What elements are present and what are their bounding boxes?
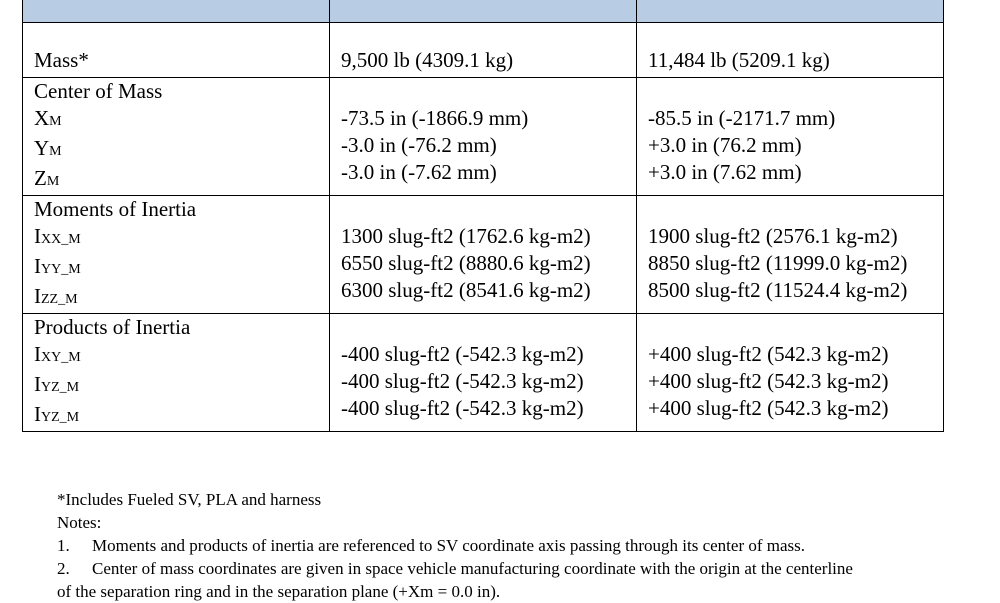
- axis-label: IZZ_M: [34, 284, 78, 308]
- mass-properties-table: [22, 0, 944, 432]
- value-cell: -85.5 in (-2171.7 mm): [648, 106, 836, 130]
- center-of-mass-col2: [330, 78, 637, 196]
- axis-label: IXY_M: [34, 342, 81, 366]
- products-labels: [23, 314, 330, 432]
- value-cell: 8500 slug-ft2 (11524.4 kg-m2): [648, 278, 908, 302]
- value-cell: -3.0 in (-7.62 mm): [341, 160, 497, 184]
- moments-of-inertia-row: [23, 196, 944, 314]
- axis-label: ZM: [34, 166, 60, 190]
- axis-label: YM: [34, 136, 62, 160]
- center-of-mass-labels: [23, 78, 330, 196]
- note-item: 2. Center of mass coordinates are given in space vehicle manufacturing coordinate with the origin at the centerline: [57, 559, 853, 578]
- notes-heading: Notes:: [57, 513, 102, 532]
- mass-label: Mass*: [23, 23, 330, 78]
- value-cell: +400 slug-ft2 (542.3 kg-m2): [648, 369, 889, 393]
- value-cell: +3.0 in (7.62 mm): [648, 160, 802, 184]
- moments-col2: [330, 196, 637, 314]
- section-title: Moments of Inertia: [34, 197, 197, 221]
- axis-label: XM: [34, 106, 62, 130]
- value-cell: +3.0 in (76.2 mm): [648, 133, 802, 157]
- mass-value-col2: 9,500 lb (4309.1 kg): [330, 23, 637, 78]
- value-cell: -400 slug-ft2 (-542.3 kg-m2): [341, 396, 584, 420]
- note-item-continuation: of the separation ring and in the separation plane (+Xm = 0.0 in).: [57, 582, 501, 601]
- center-of-mass-row: [23, 78, 944, 196]
- moments-labels: [23, 196, 330, 314]
- value-cell: -73.5 in (-1866.9 mm): [341, 106, 529, 130]
- header-cell: [637, 0, 944, 23]
- value-cell: 1300 slug-ft2 (1762.6 kg-m2): [341, 224, 591, 248]
- footnote: *Includes Fueled SV, PLA and harness: [57, 490, 322, 509]
- products-of-inertia-row: [23, 314, 944, 432]
- mass-row: [23, 23, 944, 78]
- header-cell: [330, 0, 637, 23]
- notes-section: [57, 488, 853, 603]
- value-cell: 1900 slug-ft2 (2576.1 kg-m2): [648, 224, 898, 248]
- axis-label: IYY_M: [34, 254, 81, 278]
- value-cell: -400 slug-ft2 (-542.3 kg-m2): [341, 342, 584, 366]
- value-cell: 8850 slug-ft2 (11999.0 kg-m2): [648, 251, 908, 275]
- axis-label: IXX_M: [34, 224, 81, 248]
- value-cell: 6550 slug-ft2 (8880.6 kg-m2): [341, 251, 591, 275]
- header-cell: [23, 0, 330, 23]
- value-cell: -400 slug-ft2 (-542.3 kg-m2): [341, 369, 584, 393]
- value-cell: -3.0 in (-76.2 mm): [341, 133, 497, 157]
- products-col2: [330, 314, 637, 432]
- center-of-mass-col3: [637, 78, 944, 196]
- axis-label: IYZ_M: [34, 402, 80, 426]
- table-header-row: [23, 0, 944, 23]
- products-col3: [637, 314, 944, 432]
- value-cell: 6300 slug-ft2 (8541.6 kg-m2): [341, 278, 591, 302]
- section-title: Center of Mass: [34, 79, 163, 103]
- moments-col3: [637, 196, 944, 314]
- mass-value-col3: 11,484 lb (5209.1 kg): [637, 23, 944, 78]
- value-cell: +400 slug-ft2 (542.3 kg-m2): [648, 342, 889, 366]
- axis-label: IYZ_M: [34, 372, 80, 396]
- note-item: 1. Moments and products of inertia are referenced to SV coordinate axis passing through its center of mass.: [57, 536, 806, 555]
- section-title: Products of Inertia: [34, 315, 191, 339]
- value-cell: +400 slug-ft2 (542.3 kg-m2): [648, 396, 889, 420]
